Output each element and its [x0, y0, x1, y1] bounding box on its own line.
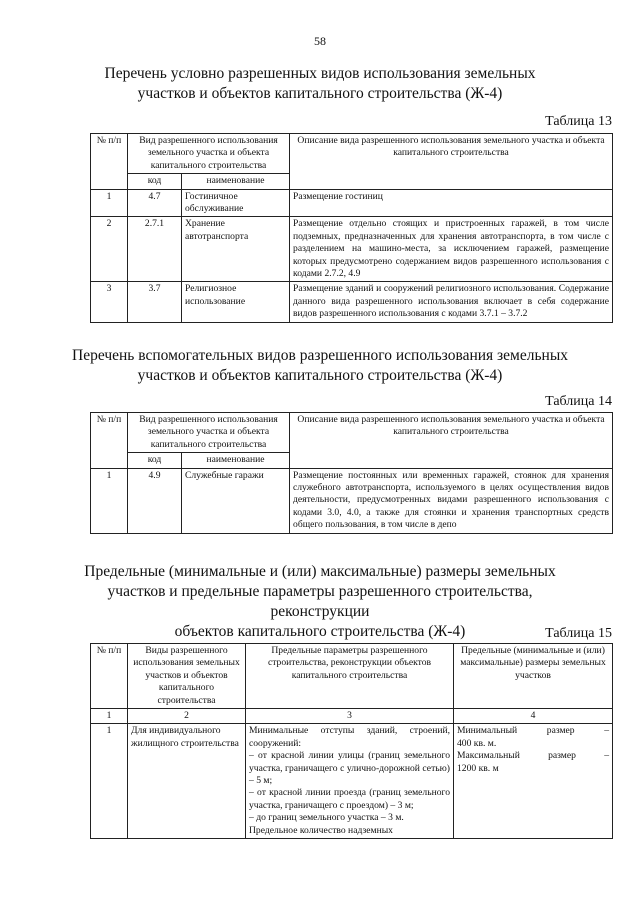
row-desc: Размещение гостиниц — [290, 189, 613, 217]
table-row — [91, 282, 613, 322]
row-name: Гостиничное обслуживание — [182, 189, 290, 217]
row-name: Религиозное использование — [182, 282, 290, 322]
col-number: 4 — [454, 709, 613, 724]
table-row — [91, 189, 613, 217]
header-description: Описание вида разрешенного использования земельного участка и объекта капитального строительства — [290, 134, 613, 190]
row-name: Хранение автотранспорта — [182, 217, 290, 282]
param-line: – от красной линии улицы (границ земельного участка, граничащего с улично-дорожной сетью) – 5 м; — [249, 750, 450, 787]
row-num: 1 — [91, 724, 128, 839]
header-code: код — [128, 174, 182, 189]
min-label: Минимальный — [457, 725, 518, 737]
header-code: код — [128, 453, 182, 468]
param-line: – от красной линии проезда (границ земельного участка, граничащего с проездом) – 3 м; — [249, 787, 450, 811]
header-num: № п/п — [91, 134, 128, 190]
header-num: № п/п — [91, 413, 128, 469]
max-value: 1200 кв. м — [457, 762, 499, 774]
row-desc: Размещение постоянных или временных гаражей, стоянок для хранения служебного автотранспорта, используемого в целях осуществления видов деятельности, предусмотренных видами разрешенного использования с кодами 3.0, 4.0, а также для стоянки и хранения транспортных средств общего пользования, в том числе в депо — [290, 468, 613, 533]
header-types: Виды разрешенного использования земельных участков и объектов капитального строительства — [128, 644, 246, 709]
table-row — [91, 724, 613, 839]
section2-title: Перечень вспомогательных видов разрешенного использования земельных участков и объектов капитального строительства (Ж-4) — [72, 347, 568, 384]
col-number: 2 — [128, 709, 246, 724]
table-row — [91, 468, 613, 533]
section3-title: Предельные (минимальные и (или) максимальные) размеры земельных участков и предельные параметры разрешенного строительства, реконструкции объектов капитального строительства (Ж-4) — [84, 563, 556, 640]
min-value: 400 кв. м. — [457, 737, 497, 749]
table14 — [90, 412, 613, 534]
table15 — [90, 643, 613, 839]
row-desc: Размещение зданий и сооружений религиозного использования. Содержание данного вида разрешенного использования включает в себя содержание видов разрешенного использования с кодами 3.7.1 – 3.7.2 — [290, 282, 613, 322]
row-num: 3 — [91, 282, 128, 322]
min-word: размер — [546, 725, 575, 737]
max-label: Максимальный — [457, 750, 520, 762]
column-numbers-row — [91, 709, 613, 724]
row-code: 2.7.1 — [128, 217, 182, 282]
table13 — [90, 133, 613, 323]
param-line: Минимальные отступы зданий, строений, сооружений: — [249, 725, 450, 749]
col-number: 1 — [91, 709, 128, 724]
header-name: наименование — [182, 174, 290, 189]
min-size-line — [457, 725, 609, 737]
header-sizes: Предельные (минимальные и (или) максимальные) размеры земельных участков — [454, 644, 613, 709]
dash: – — [604, 725, 609, 737]
page-number: 58 — [314, 34, 326, 48]
row-num: 2 — [91, 217, 128, 282]
table13-caption: Таблица 13 — [545, 114, 612, 129]
header-name: наименование — [182, 453, 290, 468]
header-num: № п/п — [91, 644, 128, 709]
row-type: Для индивидуального жилищного строительства — [128, 724, 246, 839]
row-code: 4.9 — [128, 468, 182, 533]
header-description: Описание вида разрешенного использования земельного участка и объекта капитального строительства — [290, 413, 613, 469]
row-desc: Размещение отдельно стоящих и пристроенных гаражей, в том числе подземных, предназначенных для хранения автотранспорта, в том числе с разделением на машино-места, за исключением гаражей, размещение которых предусмотрено содержанием видов разрешенного использования с кодами 2.7.2, 4.9 — [290, 217, 613, 282]
header-type-group: Вид разрешенного использования земельного участка и объекта капитального строительства — [128, 134, 290, 174]
row-code: 4.7 — [128, 189, 182, 217]
table15-caption: Таблица 15 — [545, 626, 612, 641]
row-num: 1 — [91, 189, 128, 217]
row-params — [246, 724, 454, 839]
row-name: Служебные гаражи — [182, 468, 290, 533]
section1-title: Перечень условно разрешенных видов использования земельных участков и объектов капитального строительства (Ж-4) — [104, 65, 536, 102]
row-sizes — [454, 724, 613, 839]
col-number: 3 — [246, 709, 454, 724]
row-code: 3.7 — [128, 282, 182, 322]
row-num: 1 — [91, 468, 128, 533]
param-line: – до границ земельного участка – 3 м. — [249, 812, 404, 824]
param-line: Предельное количество надземных — [249, 824, 393, 836]
header-params: Предельные параметры разрешенного строительства, реконструкции объектов капитального строительства — [246, 644, 454, 709]
dash: – — [604, 750, 609, 762]
table14-caption: Таблица 14 — [545, 394, 612, 409]
max-size-line — [457, 750, 609, 762]
header-type-group: Вид разрешенного использования земельного участка и объекта капитального строительства — [128, 413, 290, 453]
max-word: размер — [548, 750, 576, 762]
table-row — [91, 217, 613, 282]
